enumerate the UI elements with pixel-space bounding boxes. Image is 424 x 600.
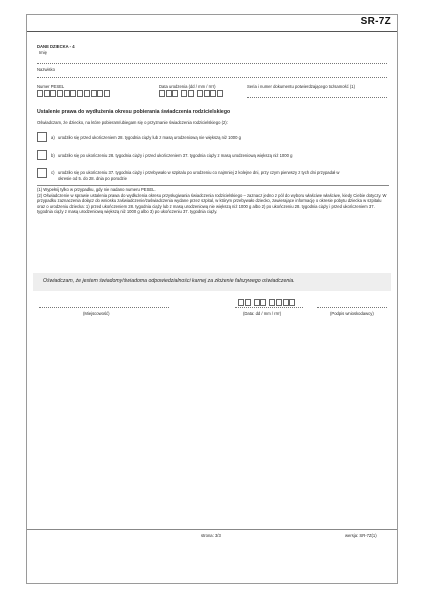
option-c-letter: c) [51, 170, 55, 175]
first-name-label: Imię [39, 50, 47, 55]
option-a-text: urodziło się przed ukończeniem 28. tygodnia ciąży lub z masą urodzeniową nie większą niż 1000 g [58, 135, 241, 140]
place-field[interactable] [39, 307, 169, 308]
option-b-letter: b) [51, 153, 55, 158]
signature-date-underline [235, 307, 303, 308]
extension-intro: Oświadczam, że dziecko, na które pobieram/ubiegam się o przyznanie świadczenia rodzicielskiego (2): [37, 120, 228, 125]
last-name-label: Nazwisko [37, 67, 55, 72]
birth-date-input[interactable] [159, 90, 224, 97]
page-number: strona: 3/3 [201, 533, 221, 538]
first-name-field[interactable] [37, 63, 387, 64]
last-name-field[interactable] [37, 77, 387, 78]
form-page [26, 14, 398, 584]
pesel-input[interactable] [37, 90, 111, 97]
footer-rule [27, 529, 397, 530]
section-title-child: DANE DZIECKA - 4 [37, 44, 75, 49]
option-c-text-line1: urodziło się po ukończeniu 37. tygodnia ciąży i przebywało w szpitalu po urodzeniu co najmniej 2 kolejne dni, przy czym pierwszy z tych dni przypadał w [58, 170, 340, 175]
notes-divider [37, 185, 389, 186]
birth-date-label: Data urodzenia (dd / mm / rrrr) [159, 84, 216, 89]
signature-date-input[interactable] [238, 299, 296, 306]
signature-field[interactable] [317, 307, 387, 308]
pesel-label: Numer PESEL [37, 84, 65, 89]
declaration-band [33, 273, 391, 291]
option-c-text-line2: okresie od 5. do 28. dnia po porodzie [58, 176, 127, 181]
option-b-text: urodziło się po ukończeniu 28. tygodnia ciąży i przed ukończeniem 37. tygodnia ciąży z masą urodzeniową większą niż 1000 g [58, 153, 293, 158]
form-code: SR-7Z [360, 16, 391, 27]
place-label: (Miejscowość) [83, 311, 110, 316]
extension-title: Ustalenie prawa do wydłużenia okresu pobierania świadczenia rodzicielskiego [37, 109, 231, 115]
id-doc-field[interactable] [247, 97, 387, 98]
header-rule [27, 31, 397, 32]
form-version: wersja: SR-7Z(1) [345, 533, 377, 538]
option-b-checkbox[interactable] [37, 150, 47, 160]
option-a-checkbox[interactable] [37, 132, 47, 142]
id-doc-label: Seria i numer dokumentu potwierdzającego tożsamość (1) [247, 84, 355, 89]
option-a-letter: a) [51, 135, 55, 140]
signature-label: (Podpis wnioskodawcy) [330, 311, 374, 316]
option-c-checkbox[interactable] [37, 168, 47, 178]
footnote-1: (1) Wypełnij tylko w przypadku, gdy nie nadano numeru PESEL. [37, 187, 156, 192]
footnote-2: (2) Oświadczenie w sprawie ustalenia prawa do wydłużenia okresu przysługiwania świadczenia rodzicielskiego – zaznacz jedno z pól do wyboru właściwe właściwe, kiedy Ciebie dotyczy. W przypadku zaznaczenia dołącz do wniosku zaświadczenie/zaświadczenia wydane przez szpital, w którym przebywało dziecko, zawierające informację o okresie pobytu dziecka w szpitalu oraz o urodzeniu dziecka: 1) przed ukończeniem 28. tygodnia ciąży lub z masą urodzeniową nie większą niż 1000 g albo 2) po ukończeniu 28. tygodnia ciąży i przed ukończeniem 37. tygodnia ciąży z masą urodzeniową większą niż 1000 g albo 3) po ukończeniu 37. tygodnia ciąży. [37, 193, 387, 215]
signature-date-label: (Data: dd / mm / rrrr) [243, 311, 282, 316]
declaration-text: Oświadczam, że jestem świadomy/świadoma odpowiedzialności karnej za złożenie fałszywego oświadczenia. [43, 278, 295, 284]
